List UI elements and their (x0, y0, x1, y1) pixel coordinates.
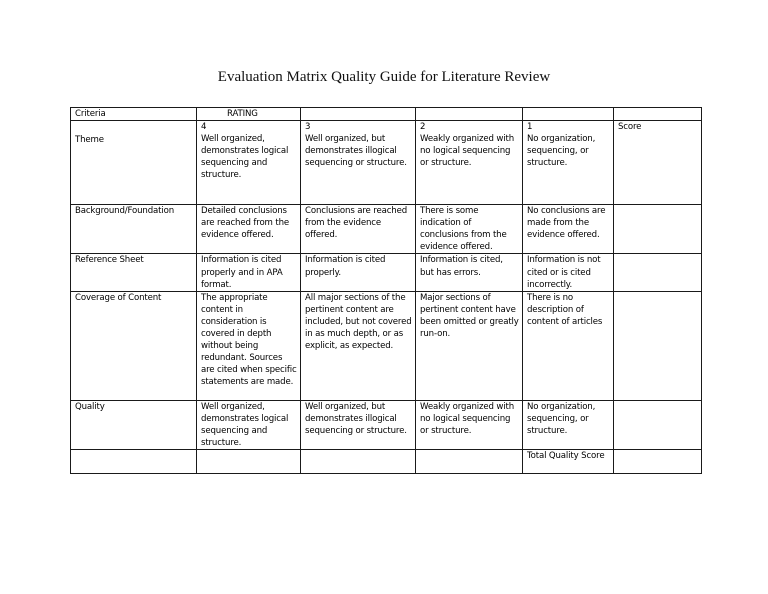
rating-description: Information is cited properly and in APA format. (197, 254, 301, 291)
score-cell (614, 205, 702, 254)
criteria-cell: Reference Sheet (71, 254, 197, 291)
table-row (71, 254, 702, 291)
rating-level-label: 4 (201, 122, 207, 133)
total-score-cell (614, 450, 702, 474)
rating-description: Conclusions are reached from the evidence offered. (301, 205, 416, 254)
rating-level-label: 2 (420, 122, 426, 133)
rating-description: Well organized, but demonstrates illogical sequencing or structure. (301, 400, 416, 449)
header-empty-cell (523, 108, 614, 121)
rating-cell (197, 121, 301, 205)
rating-description: There is some indication of conclusions from the evidence offered. (416, 205, 523, 254)
rating-description: No organization, sequencing, or structure. (527, 134, 596, 169)
document-title: Evaluation Matrix Quality Guide for Literature Review (217, 69, 551, 85)
rating-description: Information is cited properly. (301, 254, 416, 291)
header-empty-cell (301, 108, 416, 121)
table-row (71, 205, 702, 254)
empty-cell (301, 450, 416, 474)
rating-description: Information is cited, but has errors. (416, 254, 523, 291)
rating-description: Weakly organized with no logical sequencing or structure. (416, 400, 523, 449)
table-row (71, 121, 702, 205)
rating-description: The appropriate content in consideration is covered in depth without being redundant. Sources are cited when specific statements are made. (197, 291, 301, 400)
rating-cell (416, 121, 523, 205)
criteria-cell: Coverage of Content (71, 291, 197, 400)
criteria-cell: Quality (71, 400, 197, 449)
score-cell (614, 254, 702, 291)
rating-description: Major sections of pertinent content have been omitted or greatly run-on. (416, 291, 523, 400)
rating-description: Information is not cited or is cited incorrectly. (523, 254, 614, 291)
rating-description: No organization, sequencing, or structure. (523, 400, 614, 449)
table-row (71, 291, 702, 400)
criteria-cell: Background/Foundation (71, 205, 197, 254)
criteria-header: Criteria (71, 108, 197, 121)
rating-description: Weakly organized with no logical sequencing or structure. (420, 134, 514, 169)
rating-level-label: 1 (527, 122, 533, 133)
score-cell (614, 400, 702, 449)
rating-cell (301, 121, 416, 205)
score-cell (614, 291, 702, 400)
evaluation-matrix-table (70, 107, 702, 474)
rating-description: Detailed conclusions are reached from the evidence offered. (197, 205, 301, 254)
table-total-row (71, 450, 702, 474)
rating-description: Well organized, demonstrates logical sequencing and structure. (201, 134, 289, 181)
rating-cell (523, 121, 614, 205)
score-header: Score (618, 122, 642, 133)
empty-cell (71, 450, 197, 474)
header-empty-cell (416, 108, 523, 121)
table-row (71, 400, 702, 449)
rating-description: No conclusions are made from the evidence offered. (523, 205, 614, 254)
total-quality-score-label: Total Quality Score (523, 450, 614, 474)
rating-description: There is no description of content of articles (523, 291, 614, 400)
empty-cell (197, 450, 301, 474)
rating-description: Well organized, demonstrates logical sequencing and structure. (197, 400, 301, 449)
header-empty-cell (614, 108, 702, 121)
criteria-cell: Theme (71, 121, 197, 205)
rating-level-label: 3 (305, 122, 311, 133)
score-cell (614, 121, 702, 205)
rating-description: All major sections of the pertinent content are included, but not covered in as much depth, or as explicit, as expected. (301, 291, 416, 400)
rating-description: Well organized, but demonstrates illogical sequencing or structure. (305, 134, 407, 169)
table-header-row (71, 108, 702, 121)
empty-cell (416, 450, 523, 474)
rating-header: RATING (197, 108, 301, 121)
